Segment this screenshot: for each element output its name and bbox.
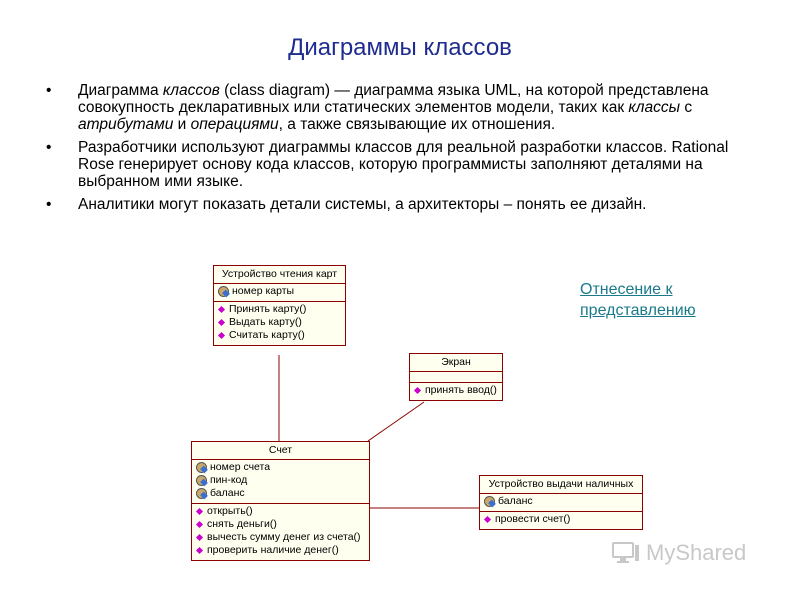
- slide-title: Диаграммы классов: [288, 34, 512, 61]
- operation-row: Выдать карту(): [218, 316, 341, 329]
- operation-icon: [196, 547, 203, 554]
- operation-row: проверить наличие денег(): [196, 544, 365, 557]
- bullet-item: • Разработчики используют диаграммы классов для реальной разработки классов. Rational Rose генерирует основу кода классов, которую программисты заполняют деталями на выбранном ими языке.: [46, 139, 766, 190]
- class-name: Устройство чтения карт: [214, 266, 345, 284]
- operation-icon: [196, 508, 203, 515]
- attribute-row: пин-код: [196, 474, 365, 487]
- operations-section: [410, 383, 502, 400]
- attribute-row: баланс: [484, 495, 638, 508]
- bullet-item: • Аналитики могут показать детали системы, а архитекторы – понять ее дизайн.: [46, 196, 766, 213]
- operations-section: [214, 302, 345, 345]
- operation-row: Считать карту(): [218, 329, 341, 342]
- operation-row: провести счет(): [484, 513, 638, 526]
- relate-to-view-link[interactable]: Отнесение к представлению: [580, 281, 696, 319]
- operation-icon: [218, 319, 225, 326]
- operations-section: [192, 504, 369, 560]
- operation-icon: [196, 521, 203, 528]
- operation-icon: [196, 534, 203, 541]
- class-name: Устройство выдачи наличных: [480, 476, 642, 494]
- class-name: Экран: [410, 354, 502, 372]
- operations-section: [480, 512, 642, 529]
- operation-icon: [218, 332, 225, 339]
- association-screen-account: [368, 402, 424, 441]
- class-card-reader[interactable]: [213, 265, 346, 346]
- attribute-row: номер карты: [218, 285, 341, 298]
- operation-row: принять ввод(): [414, 384, 498, 397]
- attribute-icon: [196, 462, 207, 473]
- operation-row: открыть(): [196, 505, 365, 518]
- watermark-logo: MyShared: [612, 540, 746, 566]
- operation-row: снять деньги(): [196, 518, 365, 531]
- attributes-section: [192, 460, 369, 504]
- operation-icon: [414, 387, 421, 394]
- operation-icon: [218, 306, 225, 313]
- class-account[interactable]: [191, 441, 370, 561]
- attribute-icon: [196, 488, 207, 499]
- attribute-icon: [196, 475, 207, 486]
- attributes-section: [410, 372, 502, 383]
- operation-icon: [484, 516, 491, 523]
- bullet-item: • Диаграмма классов (class diagram) — диаграмма языка UML, на которой представлена совокупность декларативных или статических элементов модели, таких как классы с атрибутами и операциями, а также связывающие их отношения.: [46, 82, 766, 133]
- attributes-section: [480, 494, 642, 512]
- class-cash-dispenser[interactable]: [479, 475, 643, 530]
- attribute-row: номер счета: [196, 461, 365, 474]
- class-screen[interactable]: [409, 353, 503, 401]
- class-name: Счет: [192, 442, 369, 460]
- computer-icon: [612, 542, 640, 564]
- attribute-icon: [218, 286, 229, 297]
- attributes-section: [214, 284, 345, 302]
- operation-row: Принять карту(): [218, 303, 341, 316]
- attribute-row: баланс: [196, 487, 365, 500]
- operation-row: вычесть сумму денег из счета(): [196, 531, 365, 544]
- attribute-icon: [484, 496, 495, 507]
